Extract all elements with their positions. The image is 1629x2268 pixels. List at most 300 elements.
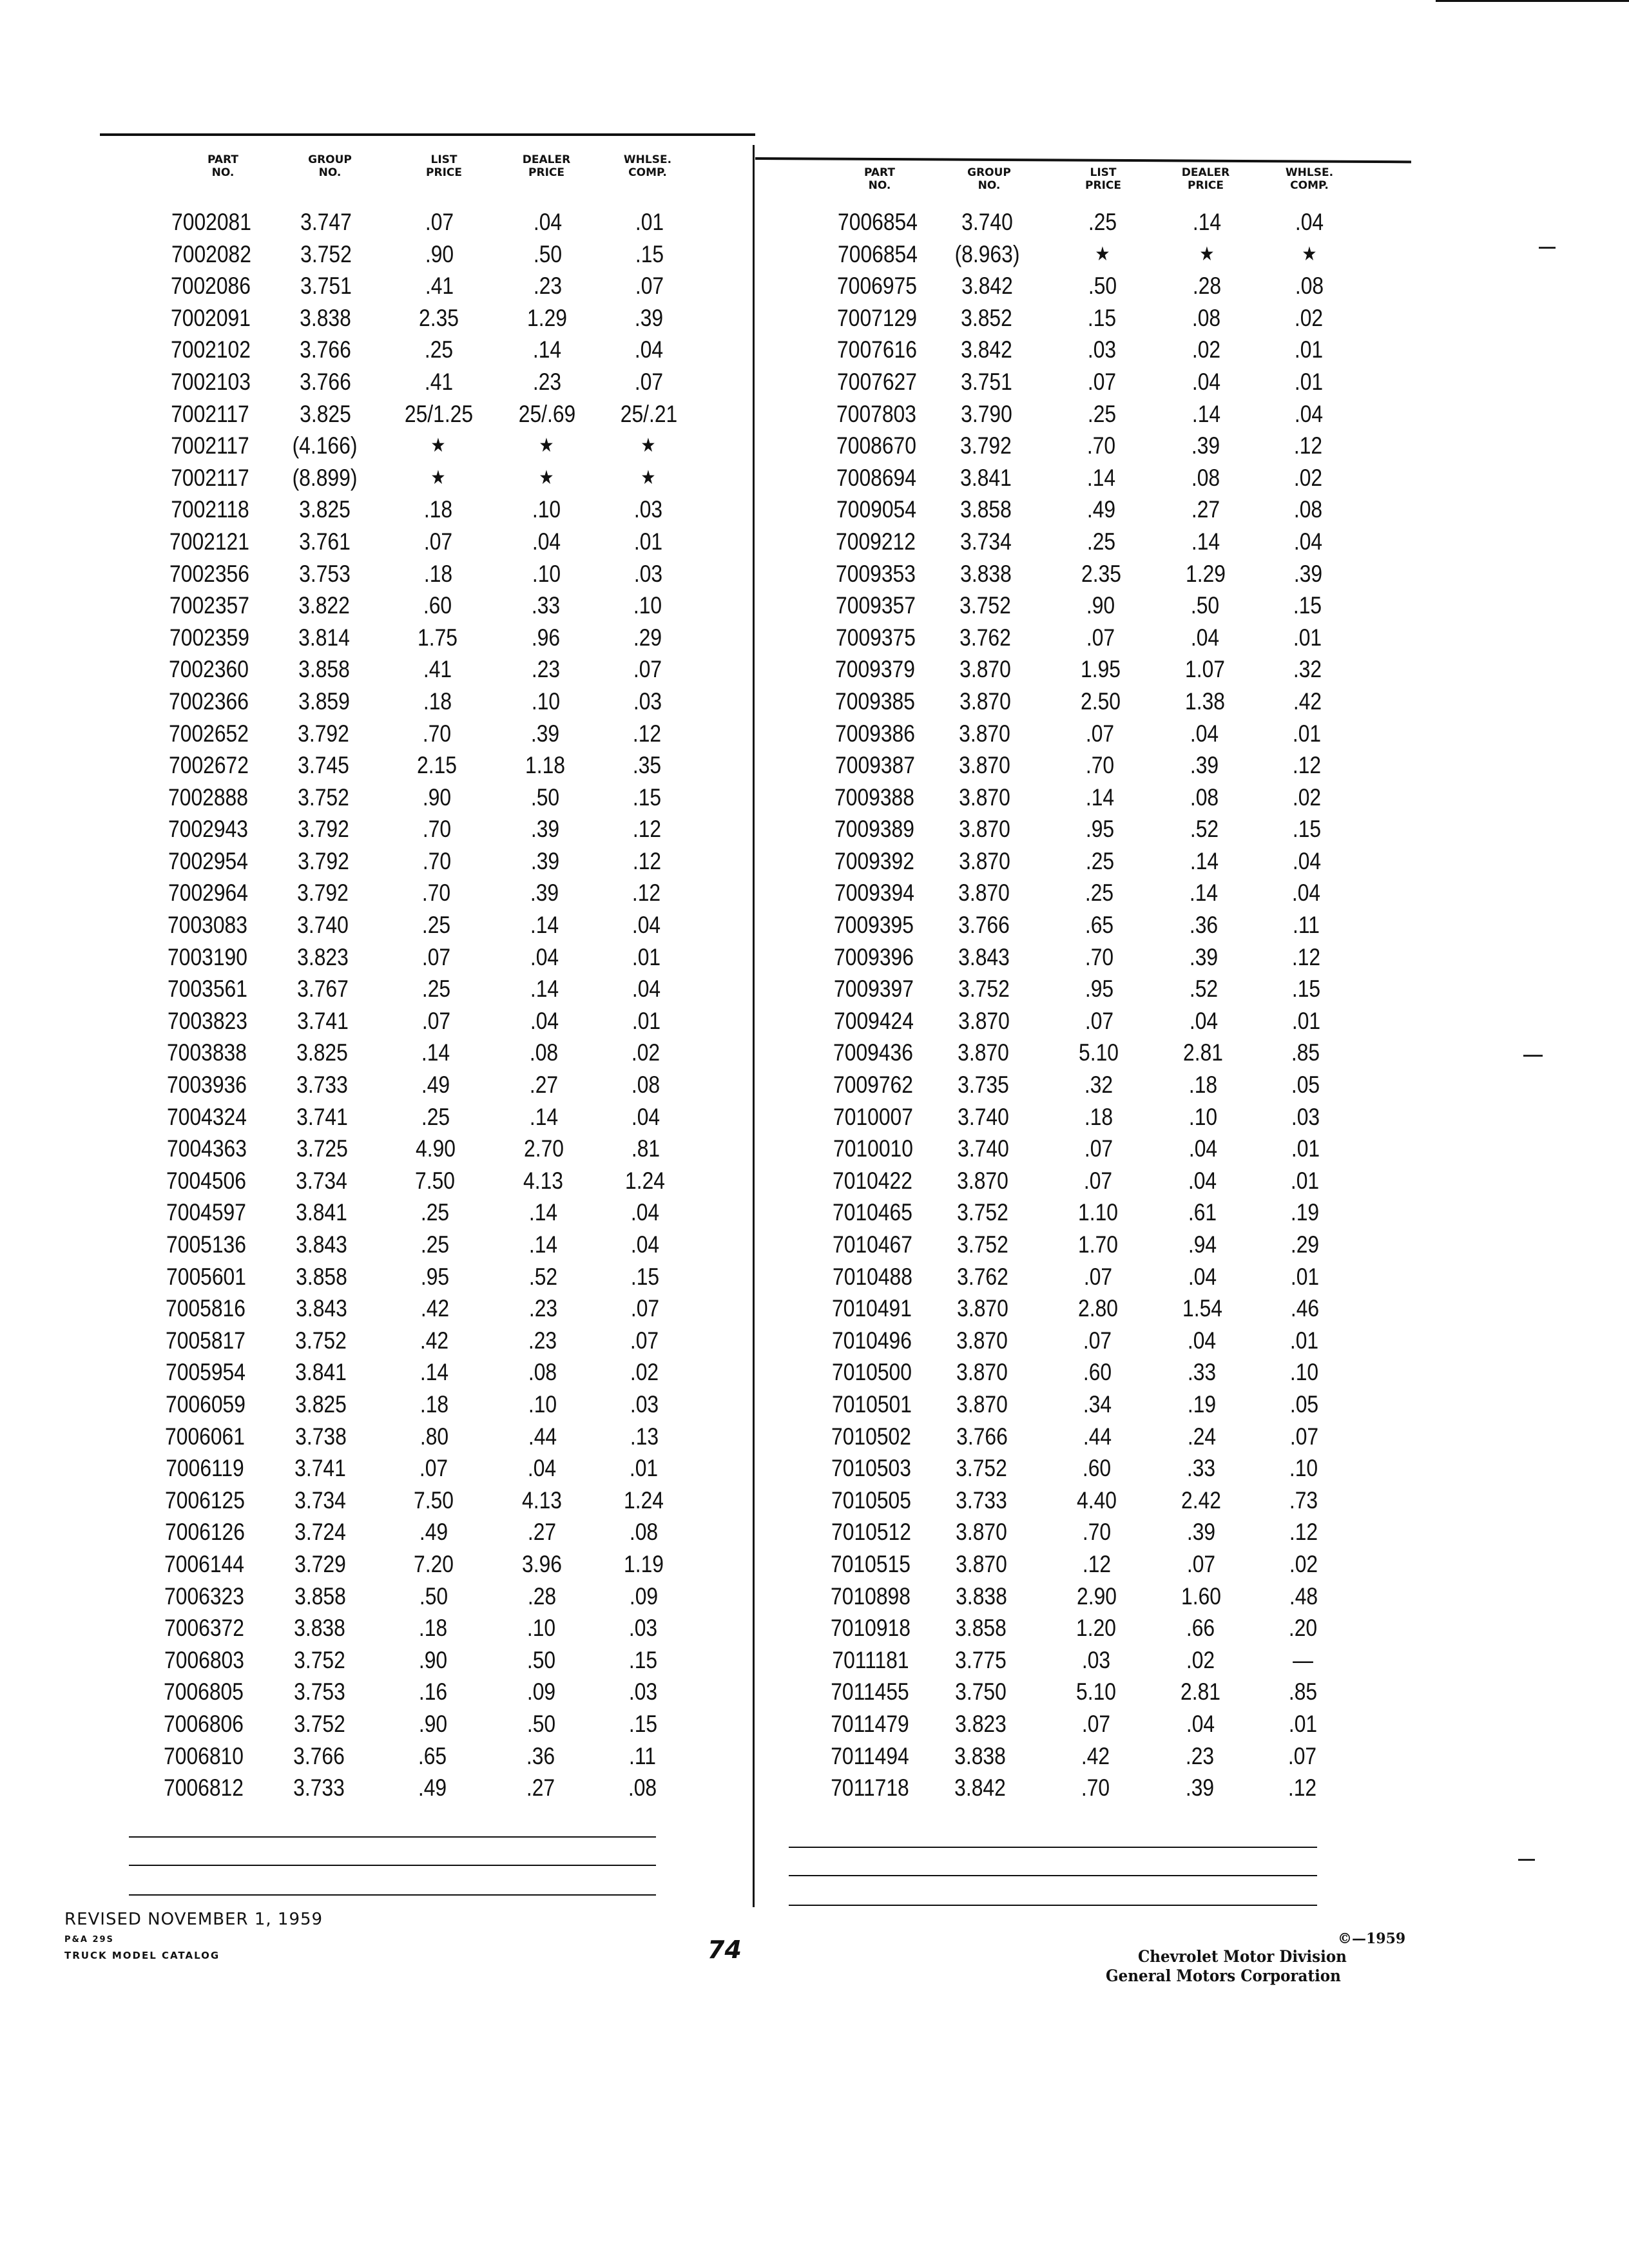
list-price-cell: .07 xyxy=(1084,1135,1113,1162)
whlse-comp-cell: ★ xyxy=(641,466,656,488)
part-no-cell: 7002118 xyxy=(170,496,249,523)
group-no-cell: 3.841 xyxy=(296,1199,347,1226)
part-no-cell: 7002117 xyxy=(171,432,249,459)
dealer-price-cell: .10 xyxy=(532,560,561,587)
group-no-cell: 3.753 xyxy=(298,560,351,587)
list-price-cell: .42 xyxy=(420,1327,449,1354)
table-row xyxy=(0,1516,1629,1548)
dealer-price-cell: 1.29 xyxy=(527,304,568,331)
list-price-cell: .25 xyxy=(1085,879,1114,907)
list-price-cell: .07 xyxy=(1083,1263,1112,1290)
part-no-cell: 7002359 xyxy=(169,624,249,651)
list-price-cell: .25 xyxy=(420,1231,450,1258)
list-price-cell: .18 xyxy=(1084,1103,1113,1130)
dealer-price-cell: .50 xyxy=(1191,592,1220,619)
group-no-cell: 3.761 xyxy=(298,528,351,555)
dealer-price-cell: .39 xyxy=(1189,943,1219,970)
list-price-cell: .42 xyxy=(1081,1742,1110,1769)
whlse-comp-cell: .07 xyxy=(1288,1742,1317,1769)
whlse-comp-cell: .08 xyxy=(629,1519,659,1546)
group-no-cell: 3.858 xyxy=(960,496,1012,523)
dealer-price-cell: .04 xyxy=(1190,720,1219,747)
part-no-cell: 7002086 xyxy=(171,273,251,300)
group-no-cell: 3.751 xyxy=(961,368,1012,395)
group-no-cell: 3.766 xyxy=(293,1742,345,1769)
list-price-cell: 2.90 xyxy=(1076,1582,1117,1610)
group-no-cell: 3.858 xyxy=(955,1615,1007,1642)
group-no-cell: 3.842 xyxy=(961,273,1013,300)
part-no-cell: 7005816 xyxy=(166,1295,246,1322)
part-no-cell: 7006806 xyxy=(164,1710,244,1737)
dealer-price-cell: .36 xyxy=(1190,912,1219,939)
list-price-cell: .42 xyxy=(420,1295,449,1322)
header-whlse-comp: WHLSE. COMP. xyxy=(1285,166,1334,192)
group-no-cell: 3.825 xyxy=(299,400,351,427)
list-price-cell: 1.20 xyxy=(1076,1615,1117,1642)
table-row xyxy=(0,686,1629,718)
whlse-comp-cell: .07 xyxy=(634,368,664,395)
list-price-cell: .18 xyxy=(423,687,452,715)
part-no-cell: 7010465 xyxy=(833,1199,913,1226)
table-row xyxy=(0,462,1629,494)
whlse-comp-cell: .01 xyxy=(635,209,664,235)
part-no-cell: 7010898 xyxy=(831,1582,911,1610)
list-price-cell: ★ xyxy=(430,435,447,457)
whlse-comp-cell: .12 xyxy=(1288,1774,1317,1802)
group-no-cell: 3.740 xyxy=(958,1103,1009,1130)
list-price-cell: .49 xyxy=(418,1774,447,1802)
table-row xyxy=(0,909,1629,941)
part-no-cell: 7011494 xyxy=(831,1742,909,1769)
whlse-comp-cell: .39 xyxy=(1293,560,1322,587)
group-no-cell: 3.745 xyxy=(298,752,350,779)
table-row xyxy=(0,366,1629,398)
part-no-cell: 7003083 xyxy=(168,912,248,939)
part-no-cell: 7009212 xyxy=(836,528,916,555)
whlse-comp-cell: .15 xyxy=(635,240,664,267)
group-no-cell: 3.766 xyxy=(958,912,1010,939)
list-price-cell: .70 xyxy=(1081,1774,1110,1802)
dealer-price-cell: .04 xyxy=(1188,1135,1217,1162)
dealer-price-cell: .10 xyxy=(527,1615,556,1642)
whlse-comp-cell: .03 xyxy=(628,1678,657,1706)
part-no-cell: 7004363 xyxy=(166,1135,247,1162)
whlse-comp-cell: .09 xyxy=(629,1582,658,1610)
list-price-cell: .95 xyxy=(1084,975,1113,1003)
part-no-cell: 7009379 xyxy=(835,656,916,683)
list-price-cell: .14 xyxy=(1085,783,1115,811)
table-row xyxy=(0,622,1629,654)
dealer-price-cell: .04 xyxy=(1191,624,1220,651)
whlse-comp-cell: .01 xyxy=(1293,624,1322,651)
part-no-cell: 7003823 xyxy=(167,1007,247,1034)
part-no-cell: 7007627 xyxy=(836,368,917,395)
whlse-comp-cell: .12 xyxy=(1293,752,1322,779)
part-no-cell: 7002091 xyxy=(171,304,251,331)
dealer-price-cell: .27 xyxy=(1191,496,1220,523)
group-no-cell: 3.870 xyxy=(959,752,1011,779)
group-no-cell: 3.740 xyxy=(961,209,1013,235)
whlse-comp-cell: .01 xyxy=(1294,336,1324,363)
table-row xyxy=(0,430,1629,462)
list-price-cell: .50 xyxy=(419,1582,448,1610)
whlse-comp-cell: .15 xyxy=(630,1263,659,1290)
list-price-cell: 2.35 xyxy=(419,304,459,331)
list-price-cell: .60 xyxy=(1083,1455,1112,1482)
dealer-price-cell: .14 xyxy=(530,912,559,939)
group-no-cell: 3.858 xyxy=(295,1263,347,1290)
group-no-cell: 3.870 xyxy=(958,816,1010,843)
part-no-cell: 7002356 xyxy=(169,560,250,587)
dealer-price-cell: 25/.69 xyxy=(518,400,575,427)
dealer-price-cell: .04 xyxy=(532,528,561,555)
whlse-comp-cell: .01 xyxy=(1288,1710,1317,1737)
list-price-cell: 5.10 xyxy=(1079,1039,1119,1066)
part-no-cell: 7003190 xyxy=(168,943,248,970)
table-row xyxy=(0,1772,1629,1804)
whlse-comp-cell: .12 xyxy=(633,720,662,747)
list-price-cell: .90 xyxy=(418,1710,447,1737)
whlse-comp-cell: .04 xyxy=(1292,879,1321,907)
group-no-cell: 3.741 xyxy=(296,1007,349,1034)
whlse-comp-cell: .01 xyxy=(631,1007,660,1034)
list-price-cell: .32 xyxy=(1084,1072,1113,1099)
list-price-cell: 4.90 xyxy=(415,1135,456,1162)
list-price-cell: 2.50 xyxy=(1080,687,1121,715)
group-no-cell: 3.870 xyxy=(959,687,1011,715)
list-price-cell: .80 xyxy=(419,1423,448,1450)
list-price-cell: .95 xyxy=(1085,816,1114,843)
list-price-cell: .14 xyxy=(419,1359,449,1386)
dealer-price-cell: 2.81 xyxy=(1180,1678,1220,1706)
list-price-cell: .07 xyxy=(423,528,452,555)
table-row xyxy=(0,302,1629,334)
part-no-cell: 7006125 xyxy=(164,1486,245,1514)
part-no-cell: 7010502 xyxy=(831,1423,912,1450)
dealer-price-cell: .04 xyxy=(530,943,559,970)
whlse-comp-cell: .02 xyxy=(1292,783,1322,811)
margin-mark xyxy=(1523,1055,1543,1057)
part-no-cell: 7010512 xyxy=(831,1519,911,1546)
table-row xyxy=(0,1005,1629,1037)
group-no-cell: 3.870 xyxy=(956,1327,1008,1354)
part-no-cell: 7002082 xyxy=(171,240,251,267)
list-price-cell: .03 xyxy=(1081,1646,1111,1673)
group-no-cell: 3.751 xyxy=(300,273,352,300)
group-no-cell: 3.825 xyxy=(299,496,351,523)
group-no-cell: 3.747 xyxy=(300,209,352,235)
group-no-cell: 3.735 xyxy=(958,1072,1009,1099)
whlse-comp-cell: .01 xyxy=(1290,1263,1319,1290)
part-no-cell: 7003936 xyxy=(167,1072,247,1099)
whlse-comp-cell: .42 xyxy=(1293,687,1322,715)
right-table-rows xyxy=(0,206,1629,1804)
part-no-cell: 7009389 xyxy=(834,816,915,843)
table-row xyxy=(0,1293,1629,1325)
part-no-cell: 7010488 xyxy=(832,1263,912,1290)
part-no-cell: 7010515 xyxy=(831,1550,911,1577)
part-no-cell: 7010503 xyxy=(831,1455,912,1482)
whlse-comp-cell: .73 xyxy=(1289,1486,1318,1514)
table-row xyxy=(0,1708,1629,1740)
table-row xyxy=(0,526,1629,558)
part-no-cell: 7010491 xyxy=(832,1295,912,1322)
dealer-price-cell: .02 xyxy=(1191,336,1221,363)
whlse-comp-cell: .02 xyxy=(630,1359,659,1386)
list-price-cell: 1.70 xyxy=(1077,1231,1118,1258)
part-no-cell: 7009397 xyxy=(833,975,914,1003)
group-no-cell: 3.792 xyxy=(298,720,350,747)
group-no-cell: 3.734 xyxy=(294,1486,347,1514)
dealer-price-cell: .23 xyxy=(1186,1742,1215,1769)
table-row xyxy=(0,845,1629,878)
whlse-comp-cell: .03 xyxy=(630,1390,659,1418)
whlse-comp-cell: .12 xyxy=(632,816,661,843)
part-no-cell: 7009762 xyxy=(833,1072,914,1099)
part-no-cell: 7009375 xyxy=(835,624,916,651)
part-no-cell: 7002103 xyxy=(170,368,251,395)
table-row xyxy=(0,334,1629,366)
list-price-cell: 2.15 xyxy=(417,752,458,779)
whlse-comp-cell: .08 xyxy=(628,1774,657,1802)
part-no-cell: 7009395 xyxy=(834,912,914,939)
whlse-comp-cell: .19 xyxy=(1291,1199,1320,1226)
dealer-price-cell: ★ xyxy=(539,435,555,457)
table-row xyxy=(0,558,1629,590)
whlse-comp-cell: .04 xyxy=(1292,847,1321,874)
dealer-price-cell: .04 xyxy=(528,1455,557,1482)
dealer-price-cell: .04 xyxy=(530,1007,559,1034)
part-no-cell: 7009392 xyxy=(834,847,914,874)
table-row xyxy=(0,1740,1629,1773)
dealer-price-cell: .04 xyxy=(1188,1167,1217,1194)
list-price-cell: 7.50 xyxy=(414,1486,454,1514)
whlse-comp-cell: .07 xyxy=(635,273,664,300)
list-price-cell: .07 xyxy=(1083,1327,1112,1354)
list-price-cell: .70 xyxy=(422,847,451,874)
part-no-cell: 7003838 xyxy=(167,1039,247,1066)
whlse-comp-cell: .39 xyxy=(635,304,664,331)
right-parts-table xyxy=(0,166,1629,1841)
group-no-cell: 3.838 xyxy=(954,1742,1007,1769)
table-row xyxy=(0,1452,1629,1485)
group-no-cell: 3.838 xyxy=(959,560,1012,587)
list-price-cell: .60 xyxy=(423,592,452,619)
part-no-cell: 7009385 xyxy=(835,687,916,715)
whlse-comp-cell: .01 xyxy=(633,528,662,555)
whlse-comp-cell: 1.24 xyxy=(624,1486,664,1514)
header-list-price: LIST PRICE xyxy=(426,153,462,179)
dealer-price-cell: 2.70 xyxy=(523,1135,564,1162)
part-no-cell: 7005136 xyxy=(166,1231,246,1258)
dealer-price-cell: .33 xyxy=(1187,1359,1217,1386)
whlse-comp-cell: .02 xyxy=(1295,304,1324,331)
group-no-cell: 3.870 xyxy=(959,783,1010,811)
table-row xyxy=(0,1485,1629,1517)
table-row xyxy=(0,1389,1629,1421)
dealer-price-cell: .39 xyxy=(1186,1774,1215,1802)
group-no-cell: 3.752 xyxy=(293,1710,345,1737)
group-no-cell: 3.870 xyxy=(958,847,1010,874)
whlse-comp-cell: .81 xyxy=(631,1135,660,1162)
table-row xyxy=(0,398,1629,430)
group-no-cell: 3.870 xyxy=(956,1519,1007,1546)
table-row xyxy=(0,941,1629,974)
part-no-cell: 7002360 xyxy=(169,656,249,683)
part-no-cell: 7002954 xyxy=(168,847,248,874)
table-row xyxy=(0,1581,1629,1613)
whlse-comp-cell: .04 xyxy=(1295,209,1324,235)
part-no-cell: 7009387 xyxy=(834,752,915,779)
list-price-cell: .25 xyxy=(422,912,451,939)
header-dealer-price: DEALER PRICE xyxy=(522,153,571,179)
part-no-cell: 7002888 xyxy=(168,783,249,811)
whlse-comp-cell: .15 xyxy=(628,1710,657,1737)
dealer-price-cell: .28 xyxy=(527,1582,556,1610)
whlse-comp-cell: .10 xyxy=(1289,1455,1318,1482)
group-no-cell: 3.822 xyxy=(298,592,351,619)
whlse-comp-cell: .03 xyxy=(633,687,662,715)
list-price-cell: .70 xyxy=(1087,432,1116,459)
table-row xyxy=(0,1133,1629,1165)
part-no-cell: 7002121 xyxy=(169,528,250,555)
whlse-comp-cell: .29 xyxy=(1290,1231,1320,1258)
dealer-price-cell: .04 xyxy=(1189,1007,1218,1034)
dealer-price-cell: 4.13 xyxy=(523,1167,564,1194)
part-no-cell: 7004506 xyxy=(166,1167,247,1194)
whlse-comp-cell: .20 xyxy=(1289,1615,1318,1642)
dealer-price-cell: .23 xyxy=(532,368,562,395)
list-price-cell: .07 xyxy=(425,209,454,235)
table-row xyxy=(0,1612,1629,1644)
whlse-comp-cell: — xyxy=(1293,1646,1314,1673)
whlse-comp-cell: .15 xyxy=(1291,975,1320,1003)
dealer-price-cell: .10 xyxy=(531,687,560,715)
list-price-cell: .18 xyxy=(423,496,453,523)
dealer-price-cell: .14 xyxy=(529,1199,558,1226)
whlse-comp-cell: .85 xyxy=(1288,1678,1317,1706)
dealer-price-cell: .23 xyxy=(533,273,562,300)
dealer-price-cell: .44 xyxy=(528,1423,557,1450)
whlse-comp-cell: .10 xyxy=(1289,1359,1319,1386)
part-no-cell: 7006126 xyxy=(164,1519,245,1546)
dealer-price-cell: .39 xyxy=(1191,432,1220,459)
dealer-price-cell: .14 xyxy=(530,975,559,1003)
group-no-cell: 3.752 xyxy=(958,975,1010,1003)
group-no-cell: 3.741 xyxy=(296,1103,348,1130)
group-no-cell: 3.870 xyxy=(956,1390,1008,1418)
list-price-cell: .44 xyxy=(1083,1423,1112,1450)
table-row xyxy=(0,1101,1629,1133)
group-no-cell: 3.738 xyxy=(294,1423,347,1450)
part-no-cell: 7010467 xyxy=(832,1231,912,1258)
header-group-no: GROUP NO. xyxy=(308,153,352,179)
table-row xyxy=(0,270,1629,302)
table-row xyxy=(0,206,1629,238)
whlse-comp-cell: .15 xyxy=(632,783,662,811)
table-row xyxy=(0,1676,1629,1708)
margin-mark xyxy=(1539,247,1556,249)
dealer-price-cell: ★ xyxy=(1199,243,1215,265)
whlse-comp-cell: .07 xyxy=(1289,1423,1318,1450)
whlse-comp-cell: .15 xyxy=(1292,816,1321,843)
whlse-comp-cell: 25/.21 xyxy=(620,400,677,427)
part-no-cell: 7005601 xyxy=(166,1263,246,1290)
list-price-cell: .70 xyxy=(422,816,451,843)
revised-date: REVISED NOVEMBER 1, 1959 xyxy=(64,1910,323,1929)
group-no-cell: 3.752 xyxy=(298,783,349,811)
part-no-cell: 7002081 xyxy=(171,209,251,235)
whlse-comp-cell: ★ xyxy=(641,435,657,457)
list-price-cell: .07 xyxy=(1086,624,1115,651)
whlse-comp-cell: .03 xyxy=(1291,1103,1320,1130)
whlse-comp-cell: 1.19 xyxy=(623,1550,664,1577)
part-no-cell: 7010918 xyxy=(830,1615,911,1642)
list-price-cell: .41 xyxy=(423,656,452,683)
group-no-cell: 3.843 xyxy=(295,1295,347,1322)
whlse-comp-cell: .04 xyxy=(631,975,660,1003)
group-no-cell: 3.741 xyxy=(294,1455,347,1482)
part-no-cell: 7003561 xyxy=(167,975,247,1003)
part-no-cell: 7006805 xyxy=(164,1678,244,1706)
whlse-comp-cell: .04 xyxy=(634,336,664,363)
header-part-no: PART NO. xyxy=(207,153,238,179)
whlse-comp-cell: .01 xyxy=(1294,368,1324,395)
dealer-price-cell: .19 xyxy=(1187,1390,1216,1418)
group-no-cell: 3.823 xyxy=(954,1710,1007,1737)
part-no-cell: 7009394 xyxy=(834,879,914,907)
list-price-cell: .90 xyxy=(422,783,452,811)
part-no-cell: 7008670 xyxy=(836,432,917,459)
group-no-cell: 3.841 xyxy=(295,1359,347,1386)
group-no-cell: 3.842 xyxy=(961,336,1012,363)
group-no-cell: 3.752 xyxy=(959,592,1012,619)
list-price-cell: .25 xyxy=(424,336,454,363)
dealer-price-cell: 1.29 xyxy=(1185,560,1226,587)
dealer-price-cell: .14 xyxy=(529,1103,558,1130)
group-no-cell: 3.858 xyxy=(294,1582,346,1610)
dealer-price-cell: .52 xyxy=(528,1263,557,1290)
whlse-comp-cell: .04 xyxy=(1293,528,1322,555)
page-number: 74 xyxy=(708,1936,742,1964)
list-price-cell: ★ xyxy=(1095,243,1110,265)
dealer-price-cell: .27 xyxy=(527,1519,557,1546)
list-price-cell: .41 xyxy=(425,273,454,300)
list-price-cell: .70 xyxy=(1086,752,1115,779)
list-price-cell: .07 xyxy=(1081,1710,1110,1737)
group-no-cell: 3.733 xyxy=(956,1486,1008,1514)
list-price-cell: 7.50 xyxy=(415,1167,456,1194)
whlse-comp-cell: .04 xyxy=(630,1231,660,1258)
dealer-price-cell: .18 xyxy=(1188,1072,1218,1099)
dealer-price-cell: .50 xyxy=(526,1710,555,1737)
table-row xyxy=(0,1421,1629,1453)
list-price-cell: .95 xyxy=(420,1263,449,1290)
dealer-price-cell: 1.07 xyxy=(1184,656,1225,683)
part-no-cell: 7006854 xyxy=(838,209,918,235)
dealer-price-cell: .50 xyxy=(533,240,562,267)
table-row xyxy=(0,813,1629,845)
dealer-price-cell: .50 xyxy=(530,783,560,811)
list-price-cell: 25/1.25 xyxy=(404,400,473,427)
group-no-cell: 3.750 xyxy=(955,1678,1007,1706)
group-no-cell: 3.725 xyxy=(296,1135,348,1162)
part-no-cell: 7009353 xyxy=(836,560,916,587)
dealer-price-cell: .36 xyxy=(526,1742,555,1769)
table-row xyxy=(0,782,1629,814)
group-no-cell: 3.814 xyxy=(298,624,350,651)
corner-rule xyxy=(1436,0,1629,2)
